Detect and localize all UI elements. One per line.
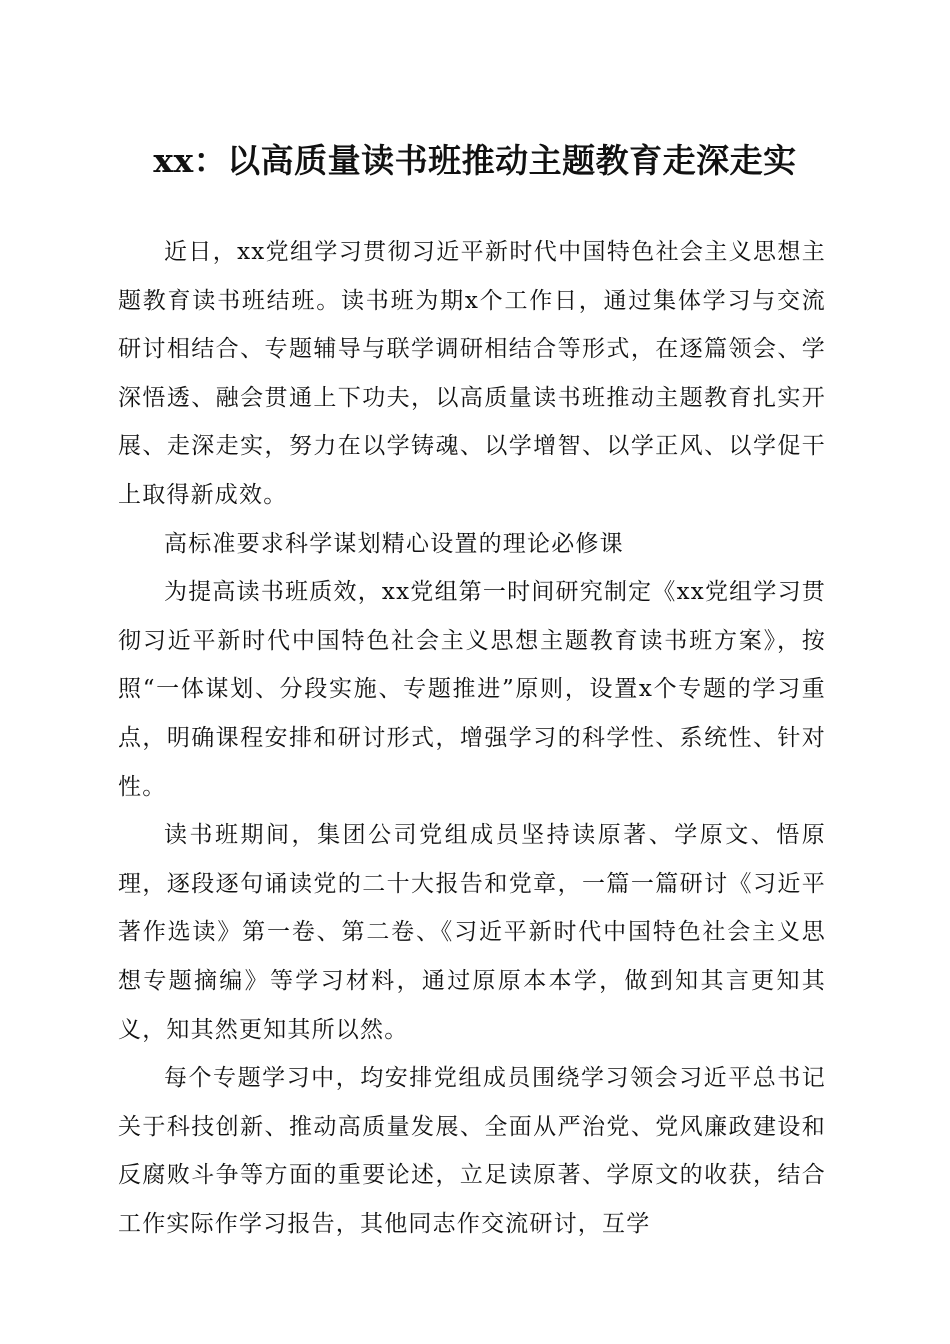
paragraph-plan: 为提高读书班质效，xx党组第一时间研究制定《xx党组学习贯彻习近平新时代中国特色社会主义思想主题教育读书班方案》，按照“一体谋划、分段实施、专题推进”原则，设置x个专题的学习重点，明确课程安排和研讨形式，增强学习的科学性、系统性、针对性。 [118,579,826,800]
document-title: xx：以高质量读书班推动主题教育走深走实 [153,141,797,180]
document-body [118,228,826,1248]
paragraph-topics: 每个专题学习中，均安排党组成员围绕学习领会习近平总书记关于科技创新、推动高质量发展、全面从严治党、党风廉政建设和反腐败斗争等方面的重要论述，立足读原著、学原文的收获，结合工作实际作学习报告，其他同志作交流研讨，互学 [118,1065,826,1237]
paragraph-intro: 近日，xx党组学习贯彻习近平新时代中国特色社会主义思想主题教育读书班结班。读书班为期x个工作日，通过集体学习与交流研讨相结合、专题辅导与联学调研相结合等形式，在逐篇领会、学深悟透、融会贯通上下功夫，以高质量读书班推动主题教育扎实开展、走深走实，努力在以学铸魂、以学增智、以学正风、以学促干上取得新成效。 [118,239,826,508]
section-heading: 高标准要求科学谋划精心设置的理论必修课 [164,530,624,557]
paragraph-reading: 读书班期间，集团公司党组成员坚持读原著、学原文、悟原理，逐段逐句诵读党的二十大报告和党章，一篇一篇研讨《习近平著作选读》第一卷、第二卷、《习近平新时代中国特色社会主义思想专题摘编》等学习材料，通过原原本本学，做到知其言更知其义，知其然更知其所以然。 [118,822,826,1043]
